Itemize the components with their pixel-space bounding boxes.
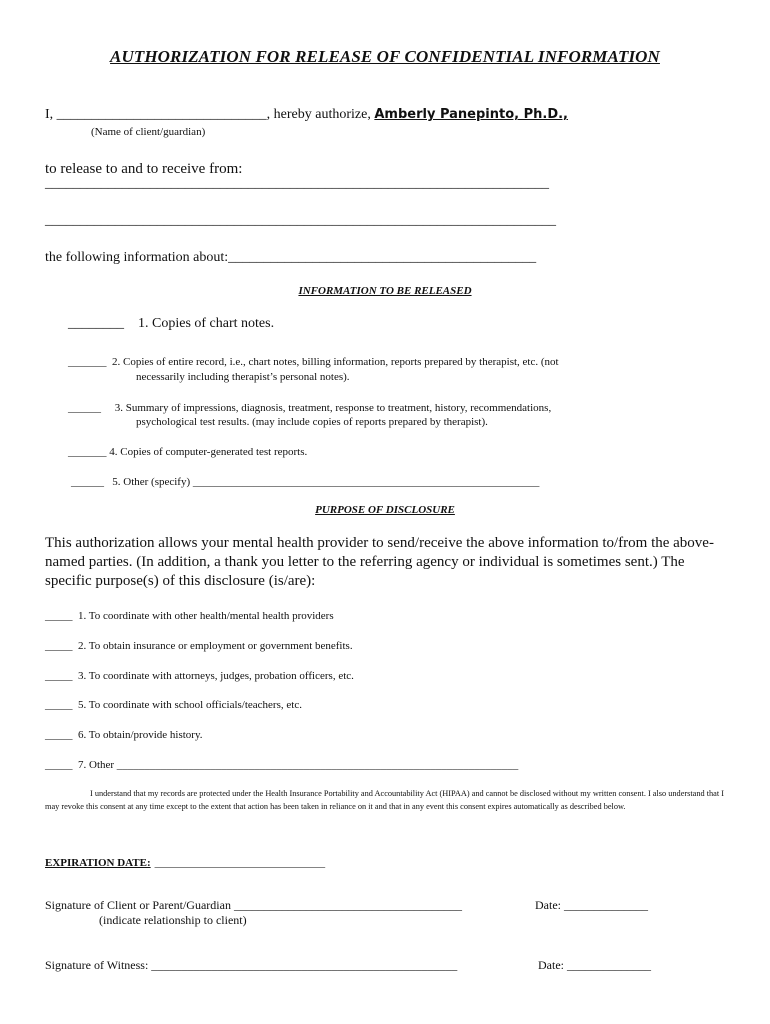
purpose-item-1 xyxy=(45,610,334,622)
witness-signature-field[interactable]: Signature of Witness: ___________________________________________________ xyxy=(45,958,458,972)
info-item-3-text-cont: psychological test results. (may include copies of reports prepared by therapist). xyxy=(136,416,488,428)
purpose-item-2 xyxy=(45,640,353,652)
info-item-3-text: 3. Summary of impressions, diagnosis, treatment, response to treatment, history, recommendations, xyxy=(114,402,552,414)
release-to-label: to release to and to receive from: xyxy=(45,161,243,177)
purpose-item-5 xyxy=(45,699,302,711)
client-signature-date-field[interactable]: Date: ______________ xyxy=(535,898,648,912)
hipaa-notice: I understand that my records are protected under the Health Insurance Portability and Accountability Act (HIPAA) and cannot be disclosed without my written consent. I also understand that I may revoke this consent at any time except to the extent that action has been taken in reliance on it and that in any event this consent expires automatically as described below. xyxy=(45,789,725,811)
purpose-item-2-blank[interactable]: _____ xyxy=(45,640,73,652)
info-item-5-blank[interactable]: ______ xyxy=(71,476,104,488)
purpose-item-6 xyxy=(45,729,203,741)
info-item-2 xyxy=(68,356,559,368)
info-item-1-blank[interactable]: ________ xyxy=(68,316,124,331)
purpose-heading: PURPOSE OF DISCLOSURE xyxy=(315,504,455,516)
purpose-item-7 xyxy=(45,759,518,771)
info-item-4-text: 4. Copies of computer-generated test reports. xyxy=(109,446,308,458)
client-name-caption: (Name of client/guardian) xyxy=(91,126,206,138)
purpose-item-6-blank[interactable]: _____ xyxy=(45,729,73,741)
info-item-3-blank[interactable]: ______ xyxy=(68,402,101,414)
expiration-label: EXPIRATION DATE: xyxy=(45,857,151,869)
purpose-item-6-text: 6. To obtain/provide history. xyxy=(78,729,203,741)
information-about-line xyxy=(45,250,536,266)
expiration-line xyxy=(45,853,325,871)
info-item-2-text-cont: necessarily including therapist’s personal notes). xyxy=(136,371,350,383)
form-title: AUTHORIZATION FOR RELEASE OF CONFIDENTIAL INFORMATION xyxy=(110,47,660,66)
expiration-date-field[interactable]: _______________________________ xyxy=(154,857,326,869)
purpose-item-5-text: 5. To coordinate with school officials/teachers, etc. xyxy=(78,699,302,711)
authorize-middle: , hereby authorize, xyxy=(266,107,375,122)
info-item-2-text: 2. Copies of entire record, i.e., chart notes, billing information, reports prepared by therapist, etc. (not xyxy=(112,356,559,368)
purpose-item-7-blank[interactable]: _____ xyxy=(45,759,73,771)
purpose-item-7-text[interactable]: 7. Other _________________________________________________________________________ xyxy=(78,759,519,771)
info-item-5 xyxy=(71,476,539,488)
purpose-item-3-blank[interactable]: _____ xyxy=(45,670,73,682)
purpose-item-3-text: 3. To coordinate with attorneys, judges, probation officers, etc. xyxy=(78,670,354,682)
info-heading: INFORMATION TO BE RELEASED xyxy=(298,285,472,297)
purpose-paragraph: This authorization allows your mental health provider to send/receive the above information to/from the above-named parties. (In addition, a thank you letter to the referring agency or individual is sometimes sent.) The specific purpose(s) of this disclosure (is/are): xyxy=(45,535,714,589)
purpose-item-2-text: 2. To obtain insurance or employment or government benefits. xyxy=(78,640,353,652)
client-name-field[interactable]: ______________________________ xyxy=(56,107,267,122)
authorize-line xyxy=(45,107,568,123)
info-item-1-text: 1. Copies of chart notes. xyxy=(138,316,275,331)
info-item-4-blank[interactable]: _______ xyxy=(68,446,107,458)
client-signature-field[interactable]: Signature of Client or Parent/Guardian ______________________________________ xyxy=(45,898,462,912)
information-about-field[interactable]: ____________________________________________ xyxy=(228,250,537,265)
release-to-field-1[interactable]: ________________________________________________________________________ xyxy=(45,176,549,191)
witness-signature-date-field[interactable]: Date: ______________ xyxy=(538,958,651,972)
purpose-item-3 xyxy=(45,670,354,682)
release-to-field-2[interactable]: _________________________________________________________________________ xyxy=(45,213,556,228)
info-item-3 xyxy=(68,402,551,414)
information-about-label: the following information about: xyxy=(45,250,229,265)
purpose-item-1-blank[interactable]: _____ xyxy=(45,610,73,622)
purpose-item-5-blank[interactable]: _____ xyxy=(45,699,73,711)
authorize-prefix: I, xyxy=(45,107,57,122)
info-item-1 xyxy=(68,316,274,332)
info-item-5-text[interactable]: 5. Other (specify) _______________________________________________________________ xyxy=(112,476,540,488)
purpose-item-1-text: 1. To coordinate with other health/mental health providers xyxy=(78,610,334,622)
client-relationship-caption: (indicate relationship to client) xyxy=(99,913,247,927)
info-item-4 xyxy=(68,446,307,458)
provider-name: Amberly Panepinto, Ph.D., xyxy=(374,107,568,122)
info-item-2-blank[interactable]: _______ xyxy=(68,356,107,368)
